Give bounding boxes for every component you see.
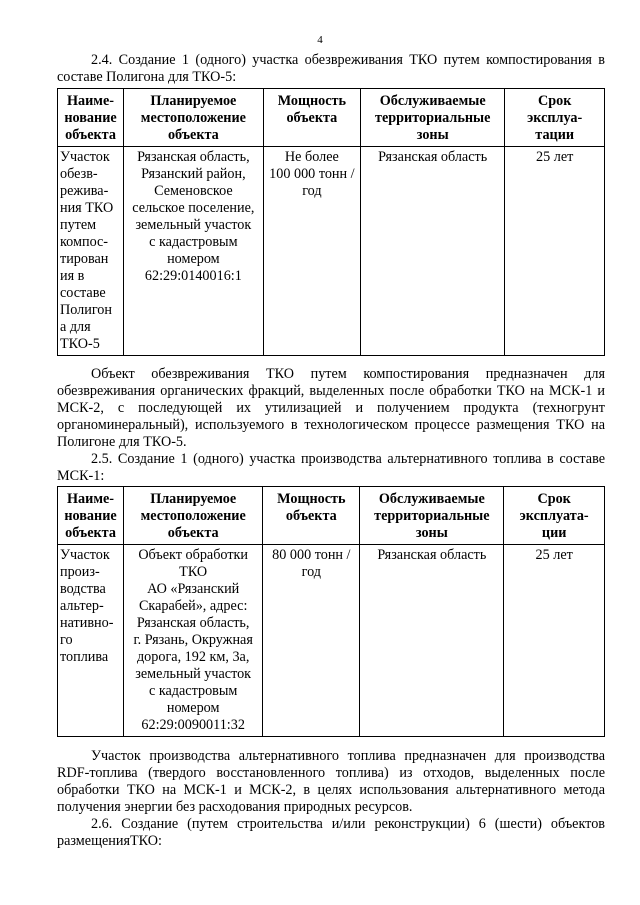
- header-capacity: Мощность объекта: [263, 487, 360, 545]
- cell-zones: Рязанская область: [360, 545, 504, 737]
- paragraph-rdf-block: [57, 748, 605, 816]
- header-capacity: Мощность объекта: [263, 89, 360, 147]
- cell-location: Объект обработки ТКО АО «Рязанский Скарабей», адрес: Рязанская область, г. Рязань, Окружная дорога, 192 км, 3а, земельный участок с кадастровым номером 62:29:0090011:32: [124, 545, 263, 737]
- cell-capacity: Не более 100 000 тонн / год: [263, 147, 360, 356]
- table-row: [58, 147, 605, 356]
- header-name: Наиме- нование объекта: [58, 487, 124, 545]
- cell-term: 25 лет: [505, 147, 605, 356]
- cell-object-name: Участок произ- водства альтер- нативно- го топлива: [58, 545, 124, 737]
- header-name: Наиме- нование объекта: [58, 89, 124, 147]
- cell-location: Рязанская область, Рязанский район, Семеновское сельское поселение, земельный участок с кадастровым номером 62:29:0140016:1: [124, 147, 264, 356]
- paragraph-compost-block: [57, 366, 605, 451]
- section-2-5-heading: 2.5. Создание 1 (одного) участка производства альтернативного топлива в составе МСК-1:: [57, 451, 605, 484]
- cell-zones: Рязанская область: [361, 147, 505, 356]
- section-2-4-heading: 2.4. Создание 1 (одного) участка обезвреживания ТКО путем компостирования в составе Полигона для ТКО-5:: [57, 52, 605, 85]
- section-2-6-heading: 2.6. Создание (путем строительства и/или реконструкции) 6 (шести) объектов размещенияТКО:: [57, 816, 605, 849]
- table-compost-site: [57, 88, 605, 356]
- cell-capacity: 80 000 тонн / год: [263, 545, 360, 737]
- header-location: Планируемое местоположение объекта: [124, 487, 263, 545]
- header-zones: Обслуживаемые территориальные зоны: [360, 487, 504, 545]
- paragraph-rdf-purpose: Участок производства альтернативного топлива предназначен для производства RDF-топлива (твердого восстановленного топлива) из отходов, выделенных после обработки ТКО на МСК-1 и МСК-2, в целях использования альтернативного метода получения энергии без расходования природных ресурсов.: [57, 748, 605, 815]
- header-zones: Обслуживаемые территориальные зоны: [361, 89, 505, 147]
- table-header-row: [58, 487, 605, 545]
- table-header-row: [58, 89, 605, 147]
- section-2-6-heading-block: [57, 816, 605, 850]
- header-term: Срок эксплуата- ции: [504, 487, 605, 545]
- table-row: [58, 545, 605, 737]
- header-location: Планируемое местоположение объекта: [124, 89, 264, 147]
- section-2-4-heading-block: [57, 52, 605, 86]
- header-term: Срок эксплуа- тации: [505, 89, 605, 147]
- table-rdf-site: [57, 486, 605, 737]
- section-2-5-heading-block: [57, 451, 605, 485]
- cell-object-name: Участок обезв- режива- ния ТКО путем компос- тирован ия в составе Полигон а для ТКО-5: [58, 147, 124, 356]
- cell-term: 25 лет: [504, 545, 605, 737]
- page-number: 4: [317, 34, 323, 46]
- paragraph-compost-purpose: Объект обезвреживания ТКО путем компостирования предназначен для обезвреживания органических фракций, выделенных после обработки ТКО на МСК-1 и МСК-2, с последующей их утилизацией и получением продукта (техногрунт органоминеральный), используемого в технологическом процессе размещения ТКО на Полигоне для ТКО-5.: [57, 366, 605, 450]
